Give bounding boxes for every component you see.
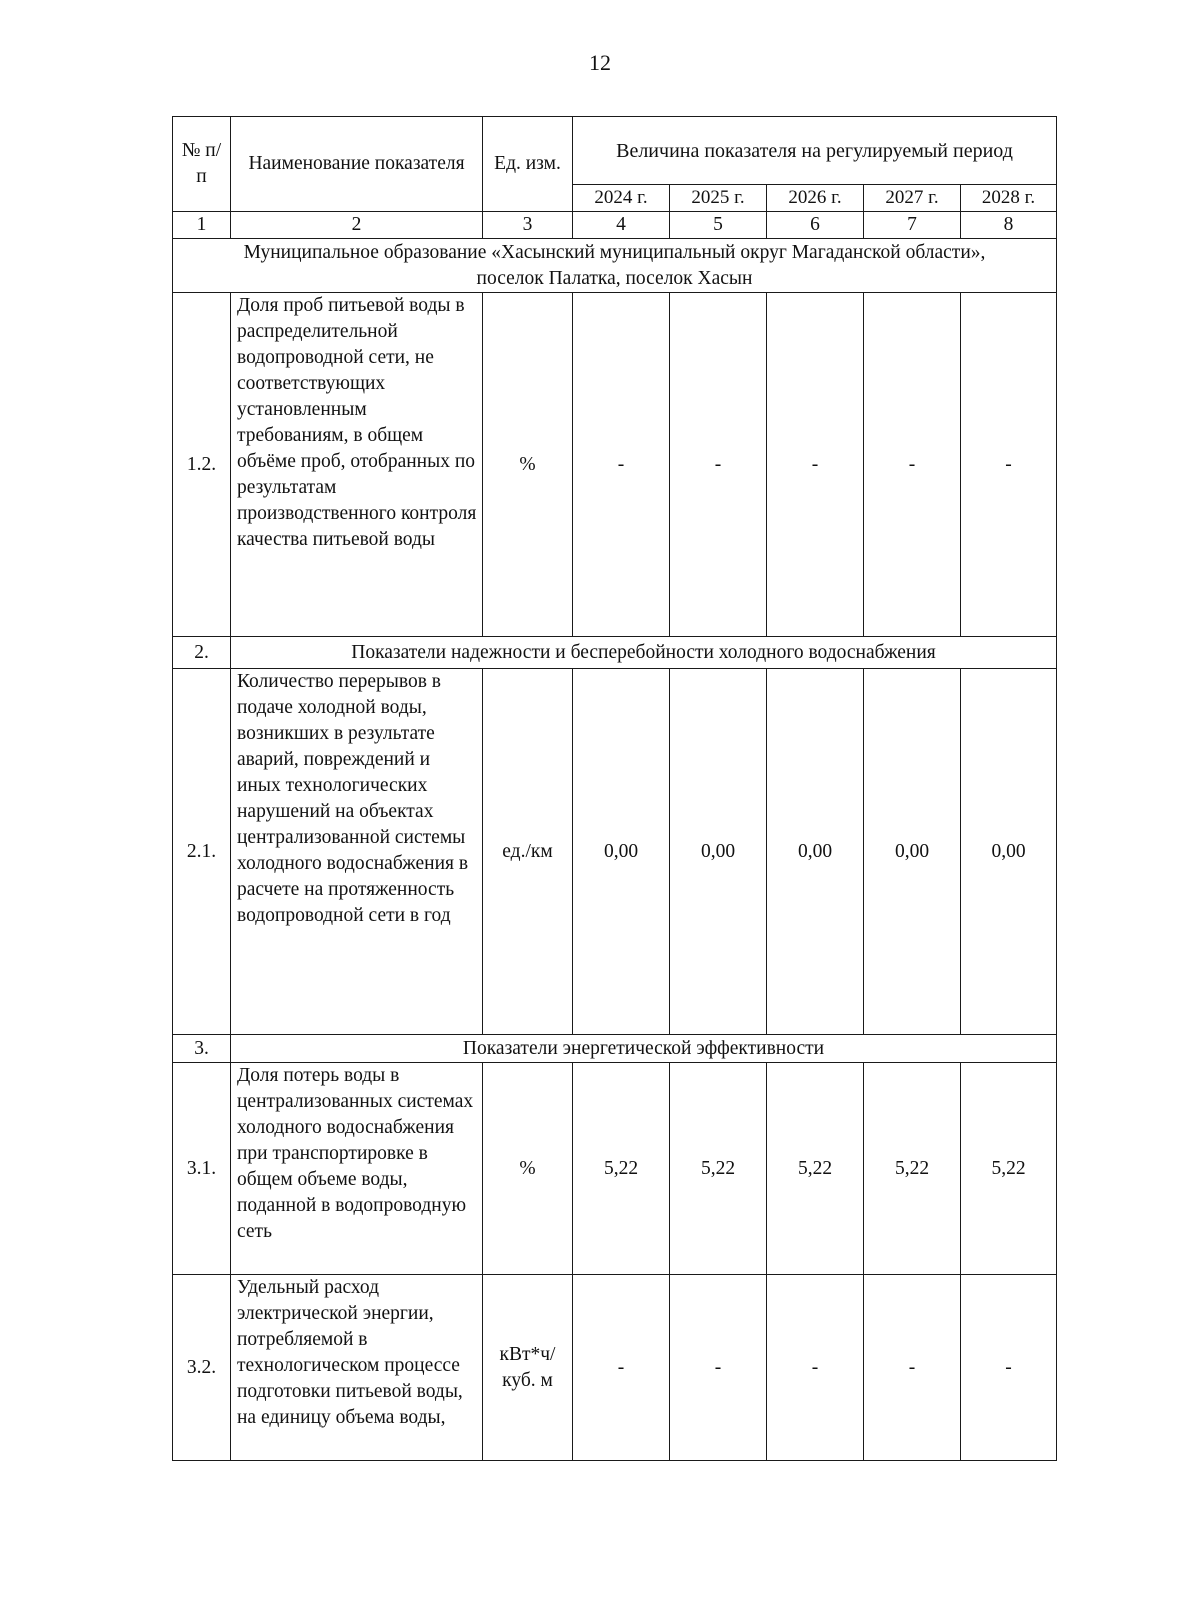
- value-cell: 0,00: [670, 669, 767, 1035]
- column-number: 4: [573, 212, 670, 239]
- value-cell: -: [670, 293, 767, 637]
- column-number: 8: [961, 212, 1057, 239]
- table-row: [173, 293, 1057, 637]
- section-row: [173, 1035, 1057, 1063]
- column-number: 5: [670, 212, 767, 239]
- municipality-title: Муниципальное образование «Хасынский муниципальный округ Магаданской области», поселок Палатка, поселок Хасын: [173, 239, 1057, 293]
- value-cell: 5,22: [864, 1063, 961, 1275]
- value-cell: 5,22: [961, 1063, 1057, 1275]
- table-row: [173, 1275, 1057, 1461]
- municipality-row: [173, 239, 1057, 293]
- header-name: Наименование показателя: [231, 117, 483, 212]
- page-number: 12: [589, 50, 611, 75]
- indicator-name: Удельный расход электрической энергии, потребляемой в технологическом процессе подготовки питьевой воды, на единицу объема воды,: [231, 1275, 483, 1461]
- value-cell: -: [864, 293, 961, 637]
- value-cell: 0,00: [767, 669, 864, 1035]
- row-number: 2.1.: [173, 669, 231, 1035]
- table-row: [173, 1063, 1057, 1275]
- section-number: 2.: [173, 637, 231, 669]
- value-cell: -: [767, 293, 864, 637]
- unit-cell: ед./км: [483, 669, 573, 1035]
- value-cell: -: [573, 1275, 670, 1461]
- header-row: [173, 117, 1057, 185]
- indicators-table: [172, 116, 1057, 1461]
- column-number: 7: [864, 212, 961, 239]
- column-number: 2: [231, 212, 483, 239]
- value-cell: -: [767, 1275, 864, 1461]
- section-row: [173, 637, 1057, 669]
- indicator-name: Количество перерывов в подаче холодной воды, возникших в результате аварий, повреждений и иных технологических нарушений на объектах централизованной системы холодного водоснабжения в расчете на протяженность водопроводной сети в год: [231, 669, 483, 1035]
- column-number: 1: [173, 212, 231, 239]
- header-year: 2028 г.: [961, 185, 1057, 212]
- column-number: 3: [483, 212, 573, 239]
- row-number: 3.2.: [173, 1275, 231, 1461]
- indicator-name: Доля проб питьевой воды в распределительной водопроводной сети, не соответствующих установленным требованиям, в общем объёме проб, отобранных по результатам производственного контроля качества питьевой воды: [231, 293, 483, 637]
- section-number: 3.: [173, 1035, 231, 1063]
- column-number: 6: [767, 212, 864, 239]
- value-cell: 0,00: [864, 669, 961, 1035]
- value-cell: -: [961, 1275, 1057, 1461]
- section-title: Показатели надежности и бесперебойности холодного водоснабжения: [231, 637, 1057, 669]
- value-cell: 5,22: [767, 1063, 864, 1275]
- header-year: 2024 г.: [573, 185, 670, 212]
- value-cell: 5,22: [670, 1063, 767, 1275]
- value-cell: -: [961, 293, 1057, 637]
- value-cell: 0,00: [573, 669, 670, 1035]
- table-row: [173, 669, 1057, 1035]
- value-cell: -: [573, 293, 670, 637]
- value-cell: 5,22: [573, 1063, 670, 1275]
- header-period: Величина показателя на регулируемый период: [573, 117, 1057, 185]
- value-cell: -: [864, 1275, 961, 1461]
- header-year: 2027 г.: [864, 185, 961, 212]
- indicator-name: Доля потерь воды в централизованных системах холодного водоснабжения при транспортировке в общем объеме воды, поданной в водопроводную сеть: [231, 1063, 483, 1275]
- header-year: 2025 г.: [670, 185, 767, 212]
- row-number: 1.2.: [173, 293, 231, 637]
- header-unit: Ед. изм.: [483, 117, 573, 212]
- header-year: 2026 г.: [767, 185, 864, 212]
- column-numbers-row: [173, 212, 1057, 239]
- unit-cell: кВт*ч/ куб. м: [483, 1275, 573, 1461]
- unit-cell: %: [483, 293, 573, 637]
- value-cell: 0,00: [961, 669, 1057, 1035]
- value-cell: -: [670, 1275, 767, 1461]
- section-title: Показатели энергетической эффективности: [231, 1035, 1057, 1063]
- header-num: № п/п: [173, 117, 231, 212]
- unit-cell: %: [483, 1063, 573, 1275]
- row-number: 3.1.: [173, 1063, 231, 1275]
